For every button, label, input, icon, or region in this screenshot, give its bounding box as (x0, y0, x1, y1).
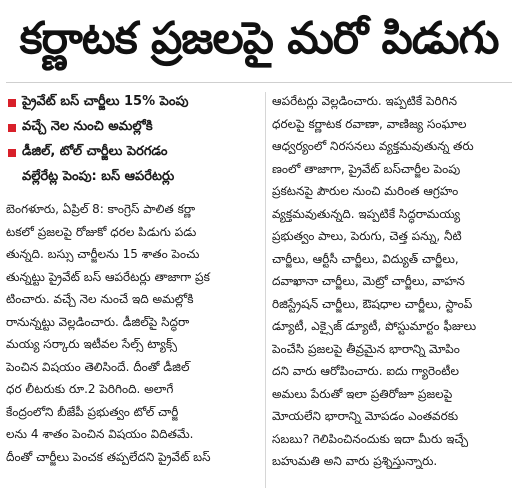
highlight-1 (6, 90, 261, 115)
left-body-line: బెంగళూరు, ఏప్రిల్ 8: కాంగ్రెస్ పాలిత కర్ణా (6, 202, 196, 216)
right-body-line: రిజిస్ట్రేషన్ చార్జీలు, ఔషధాల చార్జీలు, స్టాంప్ (272, 296, 473, 311)
right-body-line: ణంలో తాజాగా, ప్రైవేట్ బస్‌చార్జీల పెంపు (272, 161, 461, 176)
right-body-line: ప్రభుత్వం పాలు, పెరుగు, చెత్త పన్ను, నీటి (272, 229, 462, 243)
headline-divider (6, 82, 512, 83)
left-body-line: మయ్య సర్కారు ఇటీవల సేల్స్ ట్యాక్స్ (6, 337, 177, 351)
red-square-bullet-icon (8, 99, 16, 107)
right-body-line: మోయలేని భారాన్ని మోపడం ఎంతవరకు (272, 409, 459, 423)
left-body-line: తున్నట్టు ప్రైవేట్ బస్ ఆపరేటర్లు తాజాగా ప్రక (6, 269, 210, 284)
right-body-line: ధరలపై కర్ణాటక రవాణా, వాణిజ్య సంఘాల (272, 116, 467, 131)
highlight-3 (6, 140, 261, 165)
column-separator (265, 92, 266, 488)
right-body-line: అమలు పేరుతో ఇలా ప్రతిరోజూ ప్రజలపై (272, 386, 453, 401)
left-body-line: కేంద్రంలోని బీజేపీ ప్రభుత్వం టోల్ చార్జీ (6, 404, 179, 419)
left-body-line: టకలో ప్రజలపై రోజుకో ధరల పిడుగు పడు (6, 224, 197, 239)
left-column (6, 90, 261, 490)
right-body-text (272, 90, 512, 473)
left-body-line: టించారు. వచ్చే నెల నుంచే ఇది అమల్లోకి (6, 292, 194, 306)
right-body-line: సబబు? గెలిపించినందుకు ఇదా మీరు ఇచ్చే (272, 431, 469, 446)
highlight-3-text: డీజిల్, టోల్ చార్జీలు పెరగడం (22, 143, 168, 159)
right-body-line: దని వారు ఆరోపించారు. ఐదు గ్యారెంటీల (272, 364, 460, 378)
right-body-line: పెంచేసి ప్రజలపై తీవ్రమైన భారాన్ని మోపిం (272, 341, 460, 356)
right-body-line: వ్యక్తమవుతున్నది. ఇప్పటికే సిద్ధరామయ్య (272, 206, 461, 221)
right-body-line: డ్యూటీ, ఎక్సైజ్ డ్యూటీ, పోస్టుమార్టం ఫీజులు (272, 319, 477, 333)
left-body-line: పెంచిన విషయం తెలిసిందే. దీంతో డీజిల్ (6, 359, 190, 374)
left-body-line: లను 4 శాతం పెంచిన విషయం విదితమే. (6, 427, 194, 441)
red-square-bullet-icon (8, 149, 16, 157)
highlight-2 (6, 115, 261, 140)
left-body-line: తున్నది. బస్సు చార్జీలను 15 శాతం పెంచు (6, 247, 200, 261)
right-body-line: ఆపరేటర్లు వెల్లడించారు. ఇప్పటికే పెరిగిన (272, 94, 458, 108)
right-body-line: ఆధ్వర్యంలో నిరసనలు వ్యక్తమవుతున్న తరు (272, 139, 474, 153)
left-body-line: దీంతో చార్జీలు పెంచక తప్పలేదని ప్రైవేట్ బస్ (6, 449, 211, 464)
highlight-3-continuation (6, 165, 261, 190)
right-body-line: దవాఖానా చార్జీలు, మెట్రో చార్జీలు, వాహన (272, 274, 465, 288)
highlight-4-text: వల్లేరేట్ల పెంపు: బస్ ఆపరేటర్లు (22, 168, 175, 184)
right-body-line: చార్జీలు, ఆర్టీసీ చార్జీలు, విద్యుత్ చార్జీలు, (272, 251, 459, 266)
right-body-line: బహుమతి అని వారు ప్రశ్నిస్తున్నారు. (272, 454, 438, 468)
right-column (272, 90, 512, 490)
highlight-2-text: వచ్చే నెల నుంచి అమల్లోకి (22, 118, 153, 134)
left-body-text (6, 198, 261, 468)
right-body-line: ప్రకటనపై పౌరుల నుంచి మరింత ఆగ్రహం (272, 184, 459, 198)
highlight-1-text: ప్రైవేట్ బస్ చార్జీలు 15% పెంపు (22, 93, 189, 109)
red-square-bullet-icon (8, 124, 16, 132)
left-body-line: ధర లీటరుకు రూ.2 పెరిగింది. అలాగే (6, 382, 174, 396)
left-body-line: రానున్నట్టు వెల్లడించారు. డీజిల్‌పై సిద్ధరా (6, 314, 190, 329)
headline: కర్ణాటక ప్రజలపై మరో పిడుగు (19, 13, 499, 64)
